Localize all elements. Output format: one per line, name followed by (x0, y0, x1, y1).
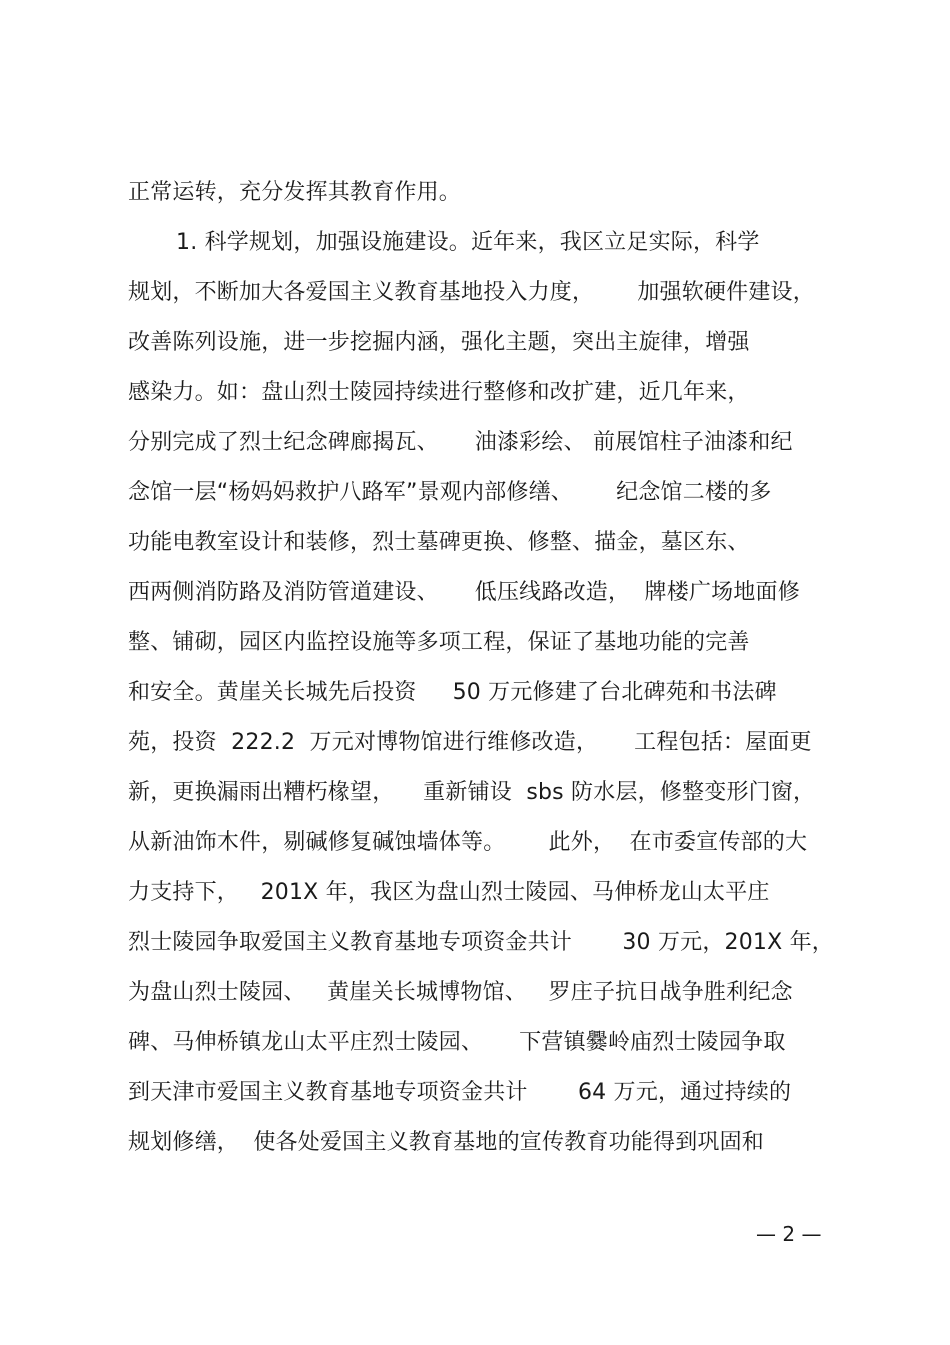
text-line: 规划修缮， 使各处爱国主义教育基地的宣传教育功能得到巩固和 (128, 1130, 764, 1155)
text-line: 碑、马伸桥镇龙山太平庄烈士陵园、 下营镇爨岭庙烈士陵园争取 (128, 1030, 786, 1055)
text-line: 整、铺砌，园区内监控设施等多项工程，保证了基地功能的完善 (128, 630, 750, 655)
text-line: 功能电教室设计和装修，烈士墓碑更换、修整、描金，墓区东、 (128, 530, 750, 555)
text-line: 规划，不断加大各爱国主义教育基地投入力度， 加强软硬件建设， (128, 280, 815, 305)
text-line: 为盘山烈士陵园、 黄崖关长城博物馆、 罗庄子抗日战争胜利纪念 (128, 980, 793, 1005)
text-line: 新，更换漏雨出糟朽椽望， 重新铺设 sbs 防水层，修整变形门窗， (128, 780, 816, 805)
text-line: 念馆一层“杨妈妈救护八路军”景观内部修缮、 纪念馆二楼的多 (128, 480, 772, 505)
text-line: 苑，投资 222.2 万元对博物馆进行维修改造， 工程包括：屋面更 (128, 730, 812, 755)
text-line: 感染力。如：盘山烈士陵园持续进行整修和改扩建，近几年来， (128, 380, 750, 405)
text-line: 力支持下， 201X 年，我区为盘山烈士陵园、马伸桥龙山太平庄 (128, 880, 770, 905)
text-line: 和安全。黄崖关长城先后投资 50 万元修建了台北碑苑和书法碑 (128, 680, 777, 705)
text-line: 改善陈列设施，进一步挖掘内涵，强化主题，突出主旋律，增强 (128, 330, 750, 355)
page-number: — 2 — (756, 1222, 822, 1246)
text-line: 正常运转，充分发挥其教育作用。 (128, 180, 462, 205)
text-line: 分别完成了烈士纪念碑廊揭瓦、 油漆彩绘、 前展馆柱子油漆和纪 (128, 430, 793, 455)
text-line: 到天津市爱国主义教育基地专项资金共计 64 万元，通过持续的 (128, 1080, 792, 1105)
text-line: 1. 科学规划，加强设施建设。近年来，我区立足实际，科学 (176, 230, 760, 255)
text-line: 西两侧消防路及消防管道建设、 低压线路改造， 牌楼广场地面修 (128, 580, 800, 605)
text-line: 烈士陵园争取爱国主义教育基地专项资金共计 30 万元，201X 年， (128, 930, 834, 955)
text-line: 从新油饰木件，剔碱修复碱蚀墙体等。 此外， 在市委宣传部的大 (128, 830, 808, 855)
